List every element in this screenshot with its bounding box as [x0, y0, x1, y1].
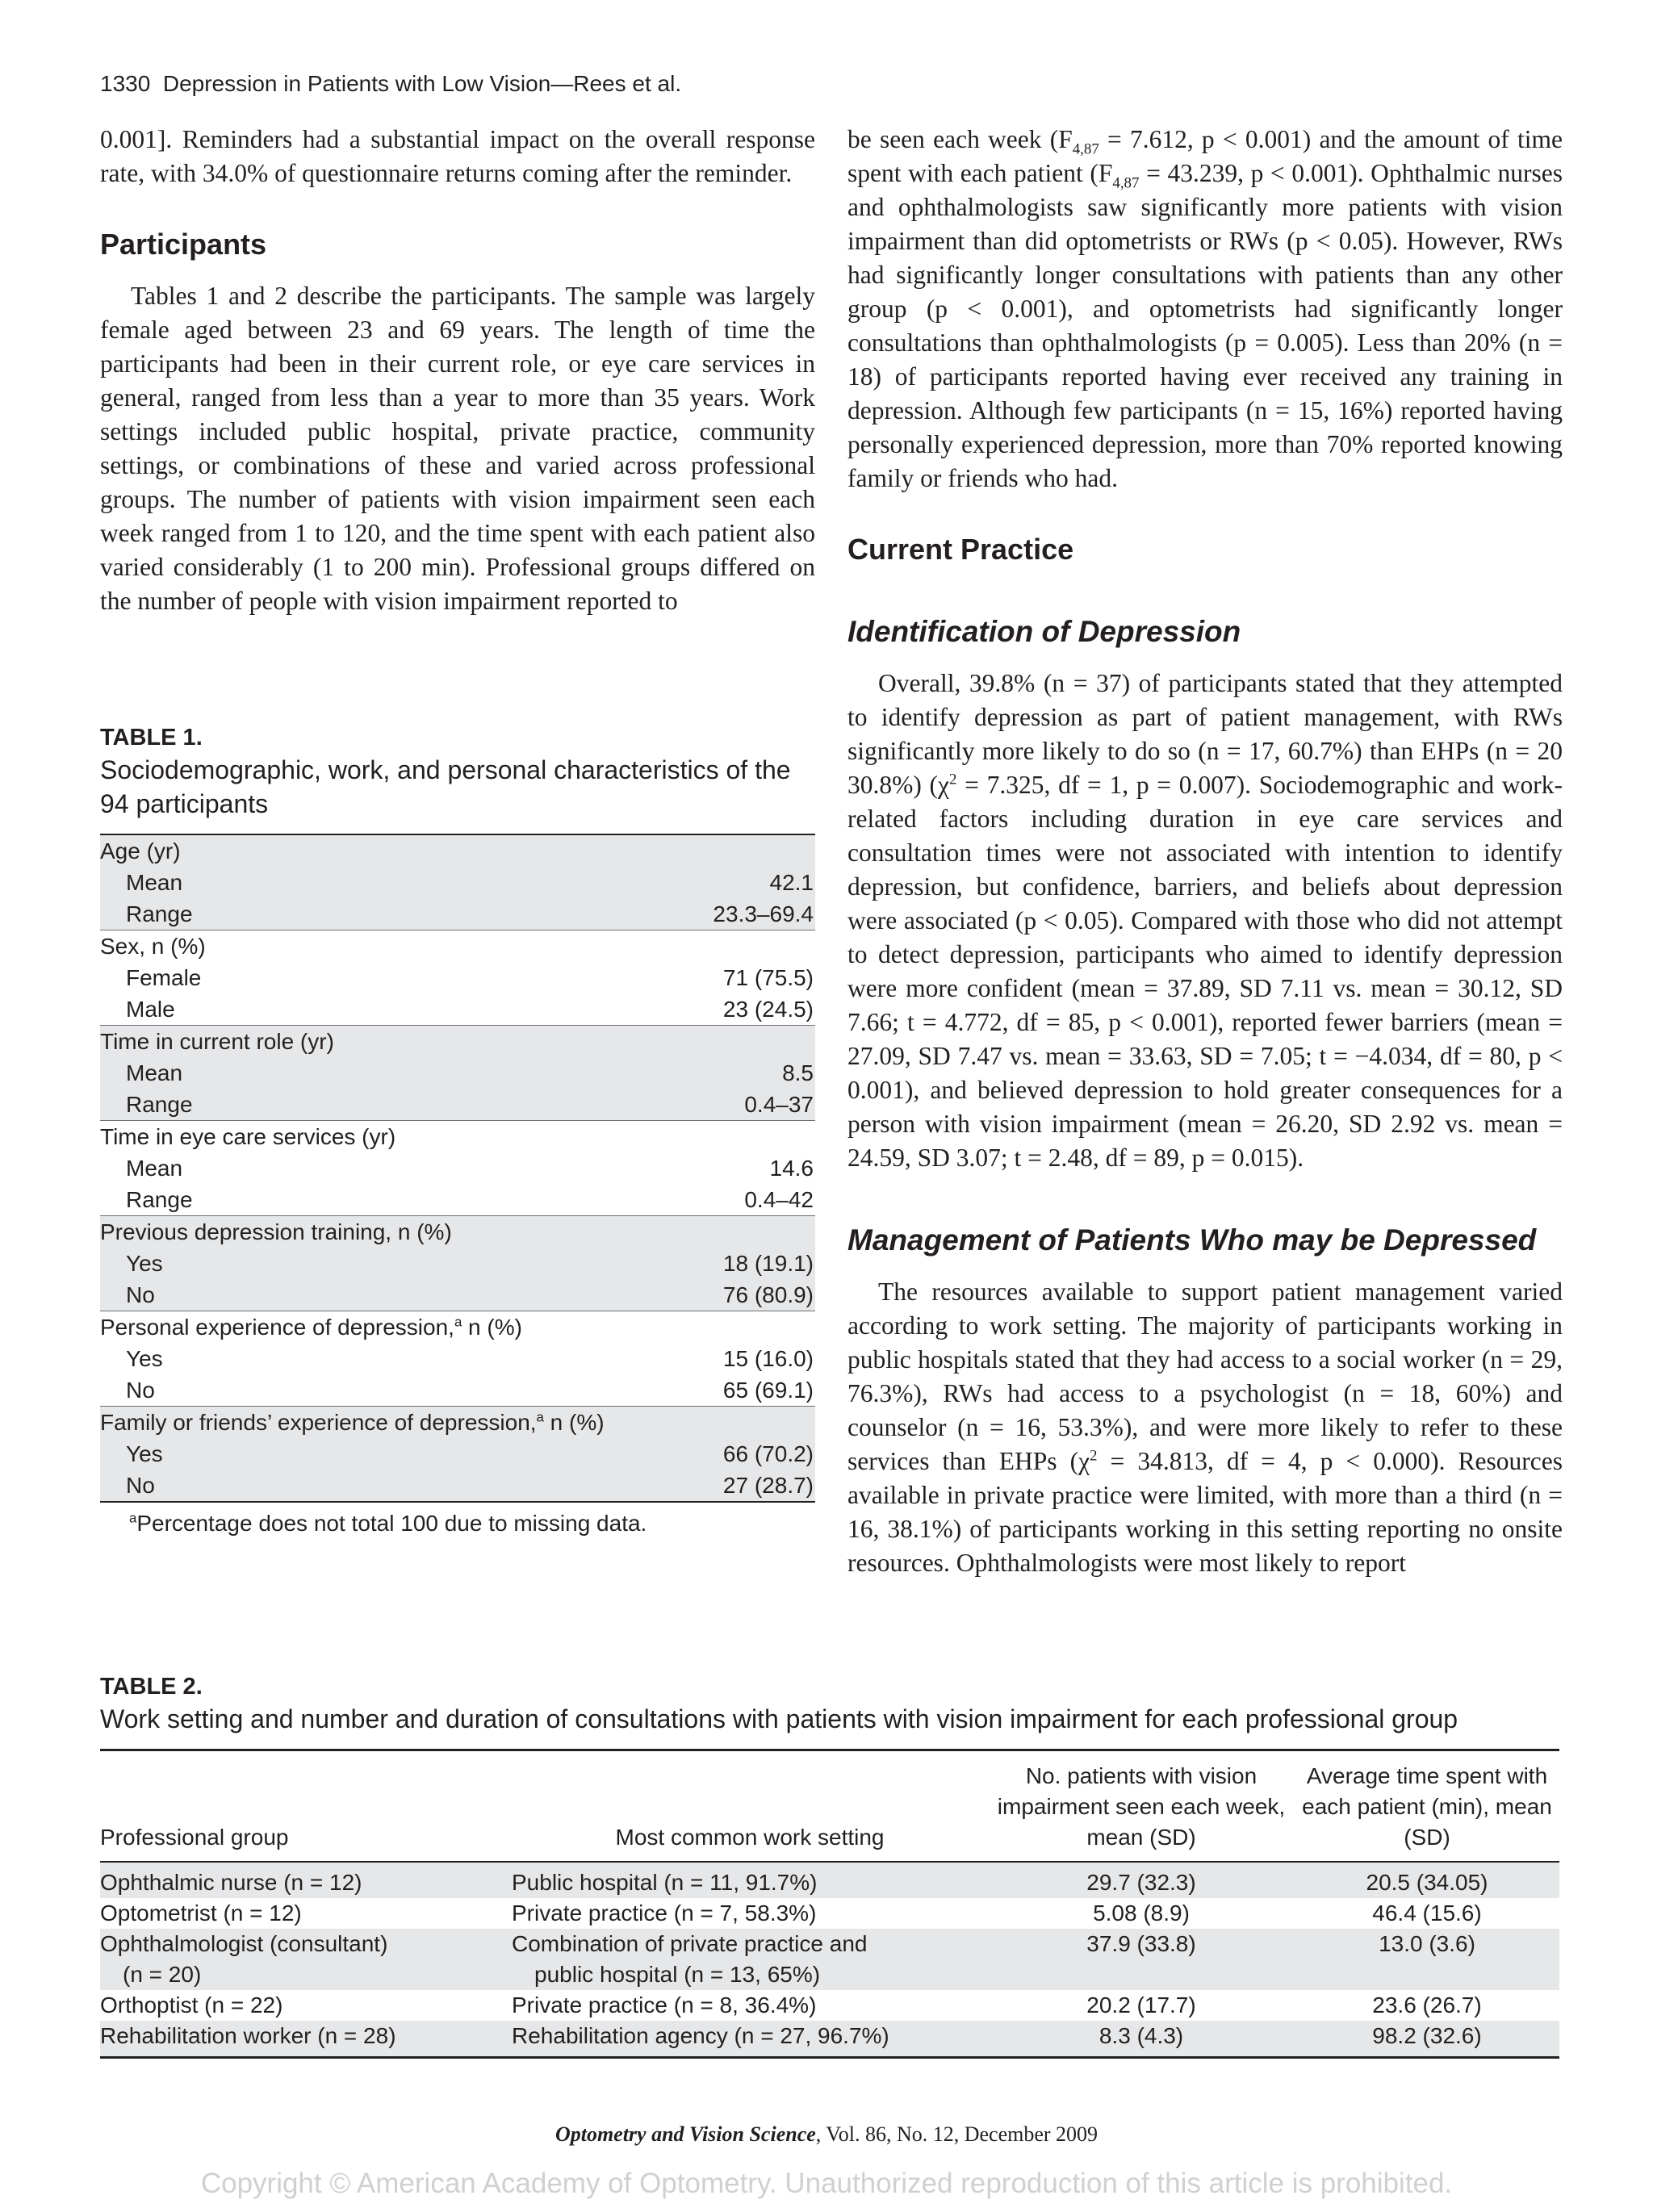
cell-setting: Private practice (n = 8, 36.4%) — [512, 1992, 817, 2018]
superscript: 2 — [1090, 1447, 1098, 1465]
column-header: Professional group — [100, 1750, 512, 1863]
identification-heading: Identification of Depression — [847, 615, 1241, 648]
column-header: Most common work setting — [512, 1750, 988, 1863]
text-run: = 7.325, df = 1, p = 0.007). Sociodemographic and work-related factors including duration in eye care services and consultation times were not associated with intention to identify depression, but confidence, barriers, and beliefs about depression were associated (p < 0.05). Compared with those who did not attempt to detect depression, participants who aimed to identify depression were more confident (mean = 37.89, SD 7.11 vs. mean = 30.12, SD 7.66; t = 4.772, df = 85, p < 0.001), reported fewer barriers (mean = 27.09, SD 7.47 vs. mean = 33.63, SD = 7.05; t = −4.034, df = 80, p < 0.001), and believed depression to hold greater consequences for a person with vision impairment (mean = 26.20, SD 2.92 vs. mean = 24.59, SD 3.07; t = 2.48, df = 89, p = 0.015). — [847, 771, 1563, 1172]
row-label: Female — [126, 965, 202, 990]
row-label: Male — [126, 997, 175, 1022]
text-run: = 43.239, p < 0.001). Ophthalmic nurses and ophthalmologists saw significantly more patients with vision impairment than did optometrists or RWs (p < 0.05). However, RWs had significantly longer consultations with patients than any other group (p < 0.001), and optometrists had significantly longer consultations than ophthalmologists (p = 0.005). Less than 20% (n = 18) of participants reported having ever received any training in depression. Although few participants (n = 15, 16%) reported having personally experienced depression, more than 70% reported knowing family or friends who had. — [847, 159, 1563, 492]
table-2-label: TABLE 2. — [100, 1674, 203, 1700]
group-title: Previous depression training, n (%) — [100, 1219, 452, 1244]
cell-time: 46.4 (15.6) — [1372, 1900, 1482, 1926]
group-title: Age (yr) — [100, 838, 181, 863]
table-1-group — [100, 1026, 815, 1121]
row-label: Yes — [126, 1441, 163, 1466]
journal-name: Optometry and Vision Science — [554, 2122, 816, 2146]
cell-group-continuation: (n = 20) — [123, 1962, 202, 1987]
cell-group: Orthoptist (n = 22) — [100, 1992, 283, 2018]
group-title-text: Personal experience of depression, — [100, 1315, 454, 1340]
group-title: Time in current role (yr) — [100, 1029, 334, 1054]
row-value: 71 (75.5) — [722, 965, 814, 990]
group-title-unit: n (%) — [462, 1315, 522, 1340]
subscript: 4,87 — [1112, 174, 1140, 192]
continued-paragraph: 0.001]. Reminders had a substantial impact on the overall response rate, with 34.0% of questionnaire returns coming after the reminder. — [100, 125, 815, 187]
text-run: be seen each week (F — [847, 125, 1073, 153]
row-label: No — [126, 1473, 155, 1498]
column-header: Average time spent with each patient (min), mean (SD) — [1295, 1750, 1559, 1863]
table-1-caption: Sociodemographic, work, and personal characteristics of the 94 participants — [100, 755, 791, 818]
table-2-header-row — [100, 1750, 1559, 1863]
row-value: 15 (16.0) — [722, 1346, 814, 1371]
table-1-footnote — [129, 1511, 815, 1537]
text-run: Overall, 39.8% (n = 37) of participants stated that they attempted to identify depression as part of patient management, with RWs significantly more likely to do so (n = 17, 60.7%) than EHPs (n = 20 30.8%) (χ — [847, 669, 1563, 799]
cell-setting: Private practice (n = 7, 58.3%) — [512, 1900, 817, 1926]
footnote-marker: a — [536, 1409, 544, 1425]
cell-time: 23.6 (26.7) — [1372, 1992, 1482, 2018]
table-1-group — [100, 930, 815, 1026]
row-value: 8.5 — [782, 1060, 814, 1085]
row-label: Mean — [126, 1060, 183, 1085]
cell-setting — [512, 1929, 988, 1990]
superscript: 2 — [949, 771, 957, 788]
row-label: Mean — [126, 870, 183, 895]
table-2-caption: Work setting and number and duration of consultations with patients with vision impairment for each professional group — [100, 1704, 1458, 1733]
column-header: No. patients with vision impairment seen each week, mean (SD) — [988, 1750, 1295, 1863]
row-value: 0.4–42 — [744, 1187, 814, 1212]
row-label: Range — [126, 901, 193, 926]
table-row — [100, 1862, 1559, 1898]
table-1 — [100, 725, 815, 1537]
cell-setting-line: Combination of private practice and — [512, 1931, 868, 1956]
cell-setting-continuation: public hospital (n = 13, 65%) — [534, 1962, 821, 1987]
text-run: = 7.612, p < 0.001) and the amount of time spent with each patient (F — [847, 125, 1563, 187]
journal-issue: , Vol. 86, No. 12, December 2009 — [815, 2122, 1099, 2146]
cell-group: Rehabilitation worker (n = 28) — [100, 2021, 512, 2058]
identification-paragraph — [847, 667, 1563, 1175]
table-1-group — [100, 1311, 815, 1407]
cell-group — [100, 1929, 512, 1990]
cell-time: 13.0 (3.6) — [1295, 1929, 1559, 1990]
text-run: = 34.813, df = 4, p < 0.000). Resources available in private practice were limited, with more than a third (n = 16, 38.1%) of participants working in this setting reporting no onsite resources. Ophthalmologists were most likely to report — [847, 1447, 1563, 1577]
page-number: 1330 — [100, 71, 151, 96]
footnote-text: Percentage does not total 100 due to missing data. — [136, 1511, 647, 1536]
row-label: Range — [126, 1187, 193, 1212]
row-value: 23.3–69.4 — [713, 901, 814, 926]
running-title: Depression in Patients with Low Vision—Rees et al. — [162, 71, 682, 96]
left-column — [100, 123, 815, 618]
management-heading: Management of Patients Who may be Depressed — [847, 1223, 1537, 1257]
cell-time: 98.2 (32.6) — [1295, 2021, 1559, 2058]
group-title: Time in eye care services (yr) — [100, 1124, 396, 1149]
table-row — [100, 1898, 1559, 1929]
cell-setting: Rehabilitation agency (n = 27, 96.7%) — [512, 2021, 988, 2058]
row-label: Mean — [126, 1156, 183, 1181]
row-label: Range — [126, 1092, 193, 1117]
row-label: No — [126, 1282, 155, 1307]
row-value: 0.4–37 — [744, 1092, 814, 1117]
cell-patients: 29.7 (32.3) — [988, 1862, 1295, 1898]
right-column — [847, 123, 1563, 1580]
table-1-group — [100, 1407, 815, 1503]
group-title — [100, 1407, 815, 1439]
row-value: 18 (19.1) — [722, 1251, 814, 1276]
subscript: 4,87 — [1072, 140, 1099, 158]
text-run: The resources available to support patient management varied according to work setting. The majority of participants working in public hospitals stated that they had access to a social worker (n = 29, 76.3%), RWs had access to a psychologist (n = 18, 60%) and counselor (n = 16, 53.3%), and were more likely to refer to these services than EHPs (χ — [847, 1277, 1563, 1475]
row-value: 65 (69.1) — [722, 1378, 814, 1403]
row-value: 14.6 — [769, 1156, 814, 1181]
group-title — [100, 1311, 815, 1344]
stats-paragraph — [847, 123, 1563, 496]
table-1-group — [100, 1216, 815, 1311]
row-label: Yes — [126, 1346, 163, 1371]
cell-group: Optometrist (n = 12) — [100, 1900, 302, 1926]
cell-time: 20.5 (34.05) — [1295, 1862, 1559, 1898]
table-2-grid — [100, 1749, 1559, 2059]
footnote-marker: a — [129, 1510, 137, 1526]
cell-patients: 8.3 (4.3) — [988, 2021, 1295, 2058]
cell-setting: Public hospital (n = 11, 91.7%) — [512, 1862, 988, 1898]
table-1-group — [100, 1121, 815, 1216]
management-paragraph — [847, 1275, 1563, 1580]
row-value: 42.1 — [769, 870, 814, 895]
participants-paragraph: Tables 1 and 2 describe the participants. The sample was largely female aged between 23 and 69 years. The length of time the participants had been in their current role, or eye care services in general, ranged from less than a year to more than 35 years. Work settings included public hospital, private practice, community settings, or combinations of these and varied across professional groups. The number of patients with vision impairment seen each week ranged from 1 to 120, and the time spent with each patient also varied considerably (1 to 200 min). Professional groups differed on the number of people with vision impairment reported to — [100, 282, 815, 615]
table-row — [100, 2021, 1559, 2058]
table-1-group — [100, 834, 815, 930]
group-title-text: Family or friends’ experience of depression, — [100, 1410, 537, 1435]
table-2 — [100, 1674, 1559, 2059]
cell-group: Ophthalmic nurse (n = 12) — [100, 1862, 512, 1898]
group-title-unit: n (%) — [543, 1410, 605, 1435]
table-1-grid — [100, 834, 815, 1503]
row-label: No — [126, 1378, 155, 1403]
current-practice-heading: Current Practice — [847, 533, 1074, 566]
footnote-marker: a — [454, 1314, 462, 1330]
cell-patients: 5.08 (8.9) — [1093, 1900, 1190, 1926]
group-title: Sex, n (%) — [100, 934, 206, 959]
participants-heading: Participants — [100, 228, 267, 261]
row-value: 76 (80.9) — [722, 1282, 814, 1307]
table-row — [100, 1990, 1559, 2021]
journal-footer — [0, 2122, 1653, 2147]
row-label: Yes — [126, 1251, 163, 1276]
row-value: 23 (24.5) — [722, 997, 814, 1022]
row-value: 27 (28.7) — [722, 1473, 814, 1498]
cell-group-line: Ophthalmologist (consultant) — [100, 1931, 388, 1956]
cell-patients: 20.2 (17.7) — [1086, 1992, 1196, 2018]
table-row — [100, 1929, 1559, 1990]
cell-patients: 37.9 (33.8) — [988, 1929, 1295, 1990]
running-header — [100, 71, 681, 97]
row-value: 66 (70.2) — [722, 1441, 814, 1466]
table-1-label: TABLE 1. — [100, 725, 203, 751]
copyright-watermark: Copyright © American Academy of Optometry. Unauthorized reproduction of this article is prohibited. — [200, 2168, 1453, 2199]
